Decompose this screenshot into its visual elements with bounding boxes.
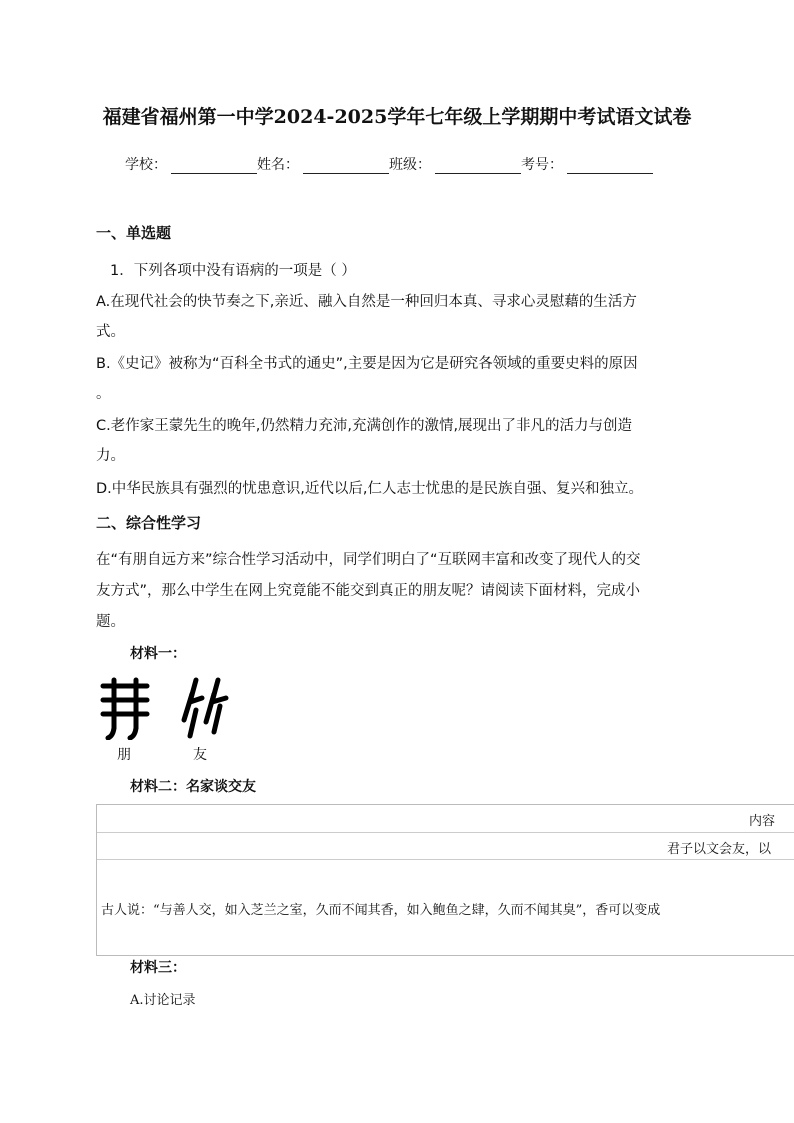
option-b-line2: 。 (96, 386, 111, 402)
material-3-label: 材料三： (130, 960, 186, 976)
number-field[interactable] (521, 154, 653, 174)
table-row (97, 832, 794, 860)
name-label: 姓名： (257, 157, 299, 173)
page-title: 福建省福州第一中学2024-2025学年七年级上学期期中考试语文试卷 (102, 106, 692, 128)
class-label: 班级： (389, 157, 431, 173)
table-cell-row1: 君子以文会友，以 (667, 842, 772, 857)
option-c-line1: C.老作家王蒙先生的晚年,仍然精力充沛,充满创作的激情,展现出了非凡的活力与创造 (96, 418, 633, 434)
number-blank[interactable] (567, 157, 653, 174)
school-blank[interactable] (171, 157, 257, 174)
intro-line-2: 友方式”，那么中学生在网上究竟能不能交到真正的朋友呢？请阅读下面材料，完成小 (96, 583, 641, 599)
name-field[interactable] (257, 154, 389, 174)
discussion-record-label: A.讨论记录 (130, 993, 196, 1008)
intro-line-3: 题。 (96, 614, 125, 630)
option-a-line1: A.在现代社会的快节奏之下,亲近、融入自然是一种回归本真、寻求心灵慰藉的生活方 (96, 294, 637, 310)
material-1-label: 材料一： (130, 646, 186, 662)
table-cell-row2: 古人说：“与善人交，如入芝兰之室，久而不闻其香，如入鲍鱼之肆，久而不闻其臭”，香可以变成 (101, 903, 661, 918)
option-b-line1: B.《史记》被称为“百科全书式的通史”,主要是因为它是研究各领域的重要史料的原因 (96, 356, 638, 372)
ancient-peng-glyph-icon (100, 676, 150, 740)
question-1: 1．下列各项中没有语病的一项是（ ） (110, 263, 356, 279)
table-header-content: 内容 (749, 814, 776, 829)
char-peng-caption: 朋 (117, 747, 131, 763)
table-row (97, 859, 794, 953)
class-blank[interactable] (435, 157, 521, 174)
material-2-label: 材料二：名家谈交友 (130, 779, 256, 795)
number-label: 考号： (521, 157, 563, 173)
school-label: 学校： (125, 157, 167, 173)
class-field[interactable] (389, 154, 521, 174)
famous-quotes-table (96, 804, 794, 956)
ancient-you-glyph-icon (180, 676, 232, 740)
school-field[interactable] (125, 154, 257, 174)
table-header-row (97, 805, 794, 833)
name-blank[interactable] (303, 157, 389, 174)
section-heading-single-choice: 一、单选题 (96, 224, 172, 242)
section-heading-integrated-study: 二、综合性学习 (96, 514, 202, 532)
option-c-line2: 力。 (96, 448, 125, 464)
char-you-caption: 友 (193, 747, 207, 763)
option-d: D.中华民族具有强烈的忧患意识,近代以后,仁人志士忧患的是民族自强、复兴和独立。 (96, 481, 643, 497)
option-a-line2: 式。 (96, 324, 125, 340)
intro-line-1: 在“有朋自远方来”综合性学习活动中，同学们明白了“互联网丰富和改变了现代人的交 (96, 552, 641, 568)
student-info-row (125, 154, 653, 174)
